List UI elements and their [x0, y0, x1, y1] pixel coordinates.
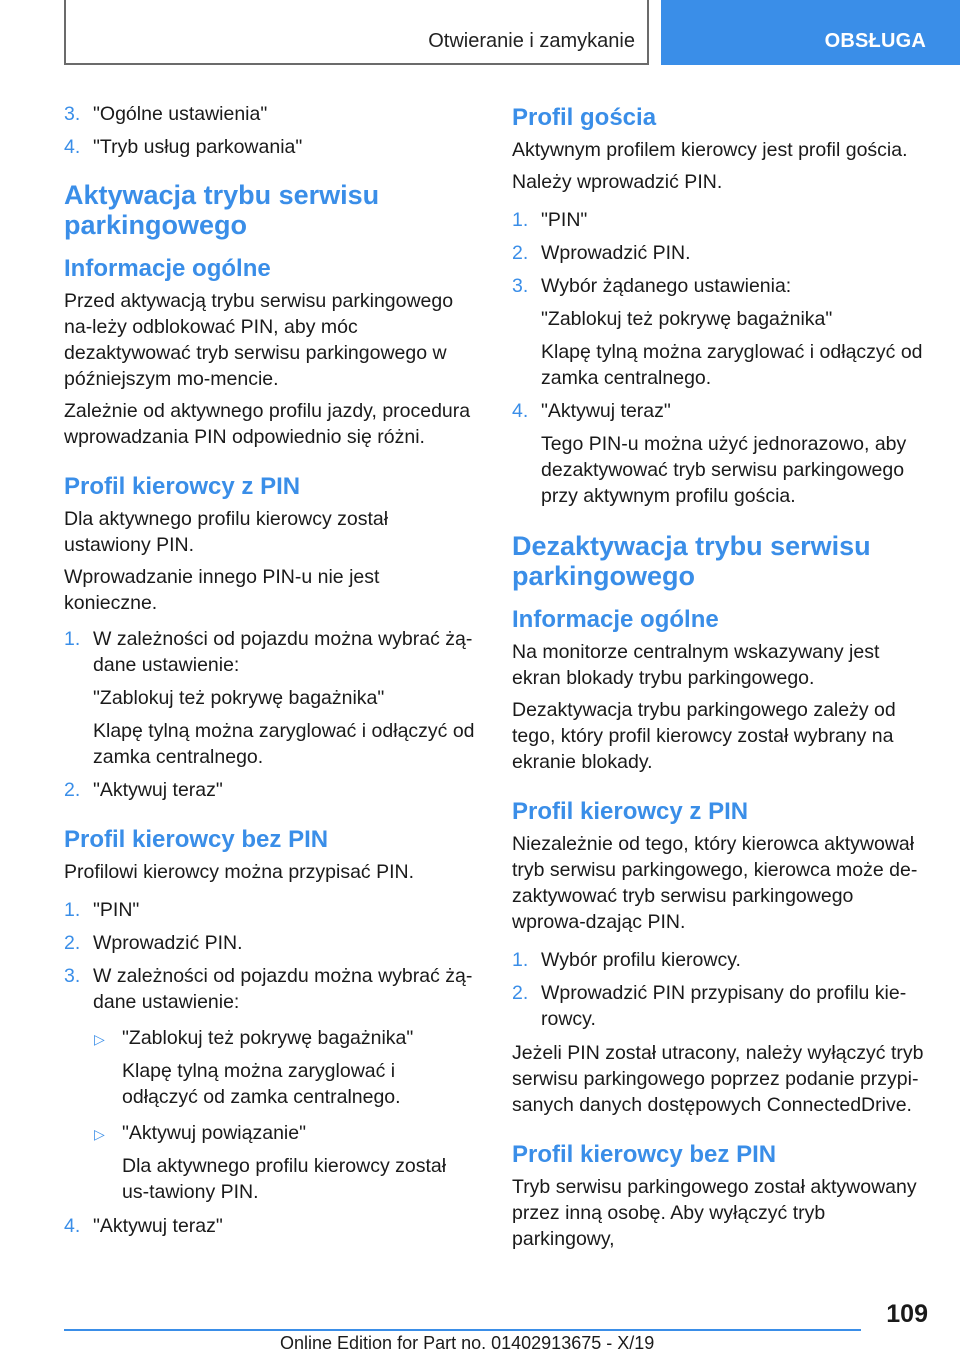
- paragraph: Niezależnie od tego, który kierowca aktywował tryb serwisu parkingowego, kierowca może de-zaktywować tryb serwisu parkingowego wprowa-dzając PIN.: [512, 833, 918, 933]
- heading-driver-profile-no-pin: Profil kierowcy bez PIN: [64, 826, 329, 853]
- edition-text: Online Edition for Part no. 01402913675 - X/19: [280, 1333, 655, 1353]
- list-item: [64, 777, 476, 803]
- list-item: [64, 897, 476, 923]
- paragraph: Dezaktywacja trybu parkingowego zależy od tego, który profil kierowcy został wybrany na ekranie blokady.: [512, 699, 896, 773]
- sub-list-text: "Aktywuj powiązanie": [122, 1122, 307, 1144]
- list-subtext: "Zablokuj też pokrywę bagażnika": [541, 308, 833, 330]
- list-number: 2.: [512, 242, 529, 264]
- list-item: [512, 947, 924, 973]
- list-subtext: Tego PIN-u można użyć jednorazowo, aby dezaktywować tryb serwisu parkingowego przy aktywnym profilu gościa.: [541, 433, 907, 507]
- list-text: "PIN": [93, 899, 140, 921]
- list-text: Wybór żądanego ustawienia:: [541, 275, 792, 297]
- left-column: [64, 101, 476, 1245]
- list-item: [512, 207, 924, 233]
- paragraph: Należy wprowadzić PIN.: [512, 171, 723, 193]
- list-text: Wprowadzić PIN przypisany do profilu kie-rowcy.: [541, 982, 907, 1030]
- list-number: 4.: [64, 1215, 81, 1237]
- list-text: "Ogólne ustawienia": [93, 103, 268, 125]
- heading-driver-profile-pin: Profil kierowcy z PIN: [64, 473, 301, 500]
- heading-deactivation: Dezaktywacja trybu serwisu parkingowego: [512, 531, 871, 591]
- paragraph: Tryb serwisu parkingowego został aktywowany przez inną osobę. Aby wyłączyć tryb parkingowy,: [512, 1176, 917, 1250]
- list-text: W zależności od pojazdu można wybrać żą-dane ustawienie:: [93, 628, 473, 676]
- list-number: 4.: [512, 400, 529, 422]
- right-column: [512, 101, 924, 1258]
- paragraph: Aktywnym profilem kierowcy jest profil gościa.: [512, 139, 908, 161]
- list-number: 2.: [512, 982, 529, 1004]
- list-item: [512, 398, 924, 509]
- list-text: "Aktywuj teraz": [93, 1215, 223, 1237]
- paragraph: Zależnie od aktywnego profilu jazdy, procedura wprowadzania PIN odpowiednio się różni.: [64, 400, 471, 448]
- heading-general-info: Informacje ogólne: [64, 255, 271, 282]
- list-text: Wprowadzić PIN.: [93, 932, 243, 954]
- list-text: W zależności od pojazdu można wybrać żą-dane ustawienie:: [93, 965, 473, 1013]
- sub-list-desc: Dla aktywnego profilu kierowcy został us-tawiony PIN.: [122, 1155, 447, 1203]
- paragraph: Dla aktywnego profilu kierowcy został ustawiony PIN.: [64, 508, 389, 556]
- list-text: Wybór profilu kierowcy.: [541, 949, 741, 971]
- footer-divider: [64, 1329, 861, 1331]
- paragraph: Przed aktywacją trybu serwisu parkingowego na-leży odblokować PIN, aby móc dezaktywować tryb serwisu parkingowego w późniejszym mo-mencie.: [64, 290, 454, 390]
- triangle-bullet-icon: ▷: [94, 1031, 105, 1047]
- list-text: "Aktywuj teraz": [541, 400, 671, 422]
- list-item: [512, 273, 924, 391]
- list-number: 3.: [512, 275, 529, 297]
- list-item: [512, 240, 924, 266]
- list-item: [64, 626, 476, 770]
- heading-driver-profile-pin: Profil kierowcy z PIN: [512, 798, 749, 825]
- list-item: [64, 101, 476, 127]
- heading-general-info: Informacje ogólne: [512, 606, 719, 633]
- list-number: 1.: [512, 209, 529, 231]
- sub-list-item: [93, 1120, 476, 1205]
- paragraph: Jeżeli PIN został utracony, należy wyłączyć tryb serwisu parkingowego poprzez podanie przypi-sanych danych dostępowych ConnectedDrive.: [512, 1042, 924, 1116]
- list-number: 3.: [64, 965, 81, 987]
- page-header: [0, 0, 960, 66]
- list-text: "Aktywuj teraz": [93, 779, 223, 801]
- chapter-tab: OBSŁUGA: [661, 0, 960, 65]
- heading-guest-profile: Profil gościa: [512, 104, 657, 131]
- sub-list-text: "Zablokuj też pokrywę bagażnika": [122, 1027, 414, 1049]
- list-item: [512, 980, 924, 1032]
- list-text: Wprowadzić PIN.: [541, 242, 691, 264]
- section-title: Otwieranie i zamykanie: [64, 0, 649, 65]
- list-item: [64, 1213, 476, 1239]
- list-text: "PIN": [541, 209, 588, 231]
- triangle-bullet-icon: ▷: [94, 1126, 105, 1142]
- paragraph: Na monitorze centralnym wskazywany jest ekran blokady trybu parkingowego.: [512, 641, 880, 689]
- list-item: [64, 134, 476, 160]
- heading-activation: Aktywacja trybu serwisu parkingowego: [64, 180, 380, 240]
- list-number: 2.: [64, 932, 81, 954]
- list-number: 3.: [64, 103, 81, 125]
- page-number: 109: [886, 1300, 928, 1328]
- paragraph: Profilowi kierowcy można przypisać PIN.: [64, 861, 415, 883]
- list-number: 1.: [64, 628, 81, 650]
- paragraph: Wprowadzanie innego PIN-u nie jest konieczne.: [64, 566, 380, 614]
- list-subtext: "Zablokuj też pokrywę bagażnika": [93, 687, 385, 709]
- list-subtext: Klapę tylną można zaryglować i odłączyć od zamka centralnego.: [93, 720, 475, 768]
- list-number: 4.: [64, 136, 81, 158]
- sub-list-desc: Klapę tylną można zaryglować i odłączyć od zamka centralnego.: [122, 1060, 401, 1108]
- list-item: [64, 930, 476, 956]
- list-subtext: Klapę tylną można zaryglować i odłączyć od zamka centralnego.: [541, 341, 923, 389]
- heading-driver-profile-no-pin: Profil kierowcy bez PIN: [512, 1141, 777, 1168]
- sub-list-item: [93, 1025, 476, 1110]
- list-item: [64, 963, 476, 1205]
- list-number: 2.: [64, 779, 81, 801]
- list-number: 1.: [64, 899, 81, 921]
- list-text: "Tryb usług parkowania": [93, 136, 303, 158]
- list-number: 1.: [512, 949, 529, 971]
